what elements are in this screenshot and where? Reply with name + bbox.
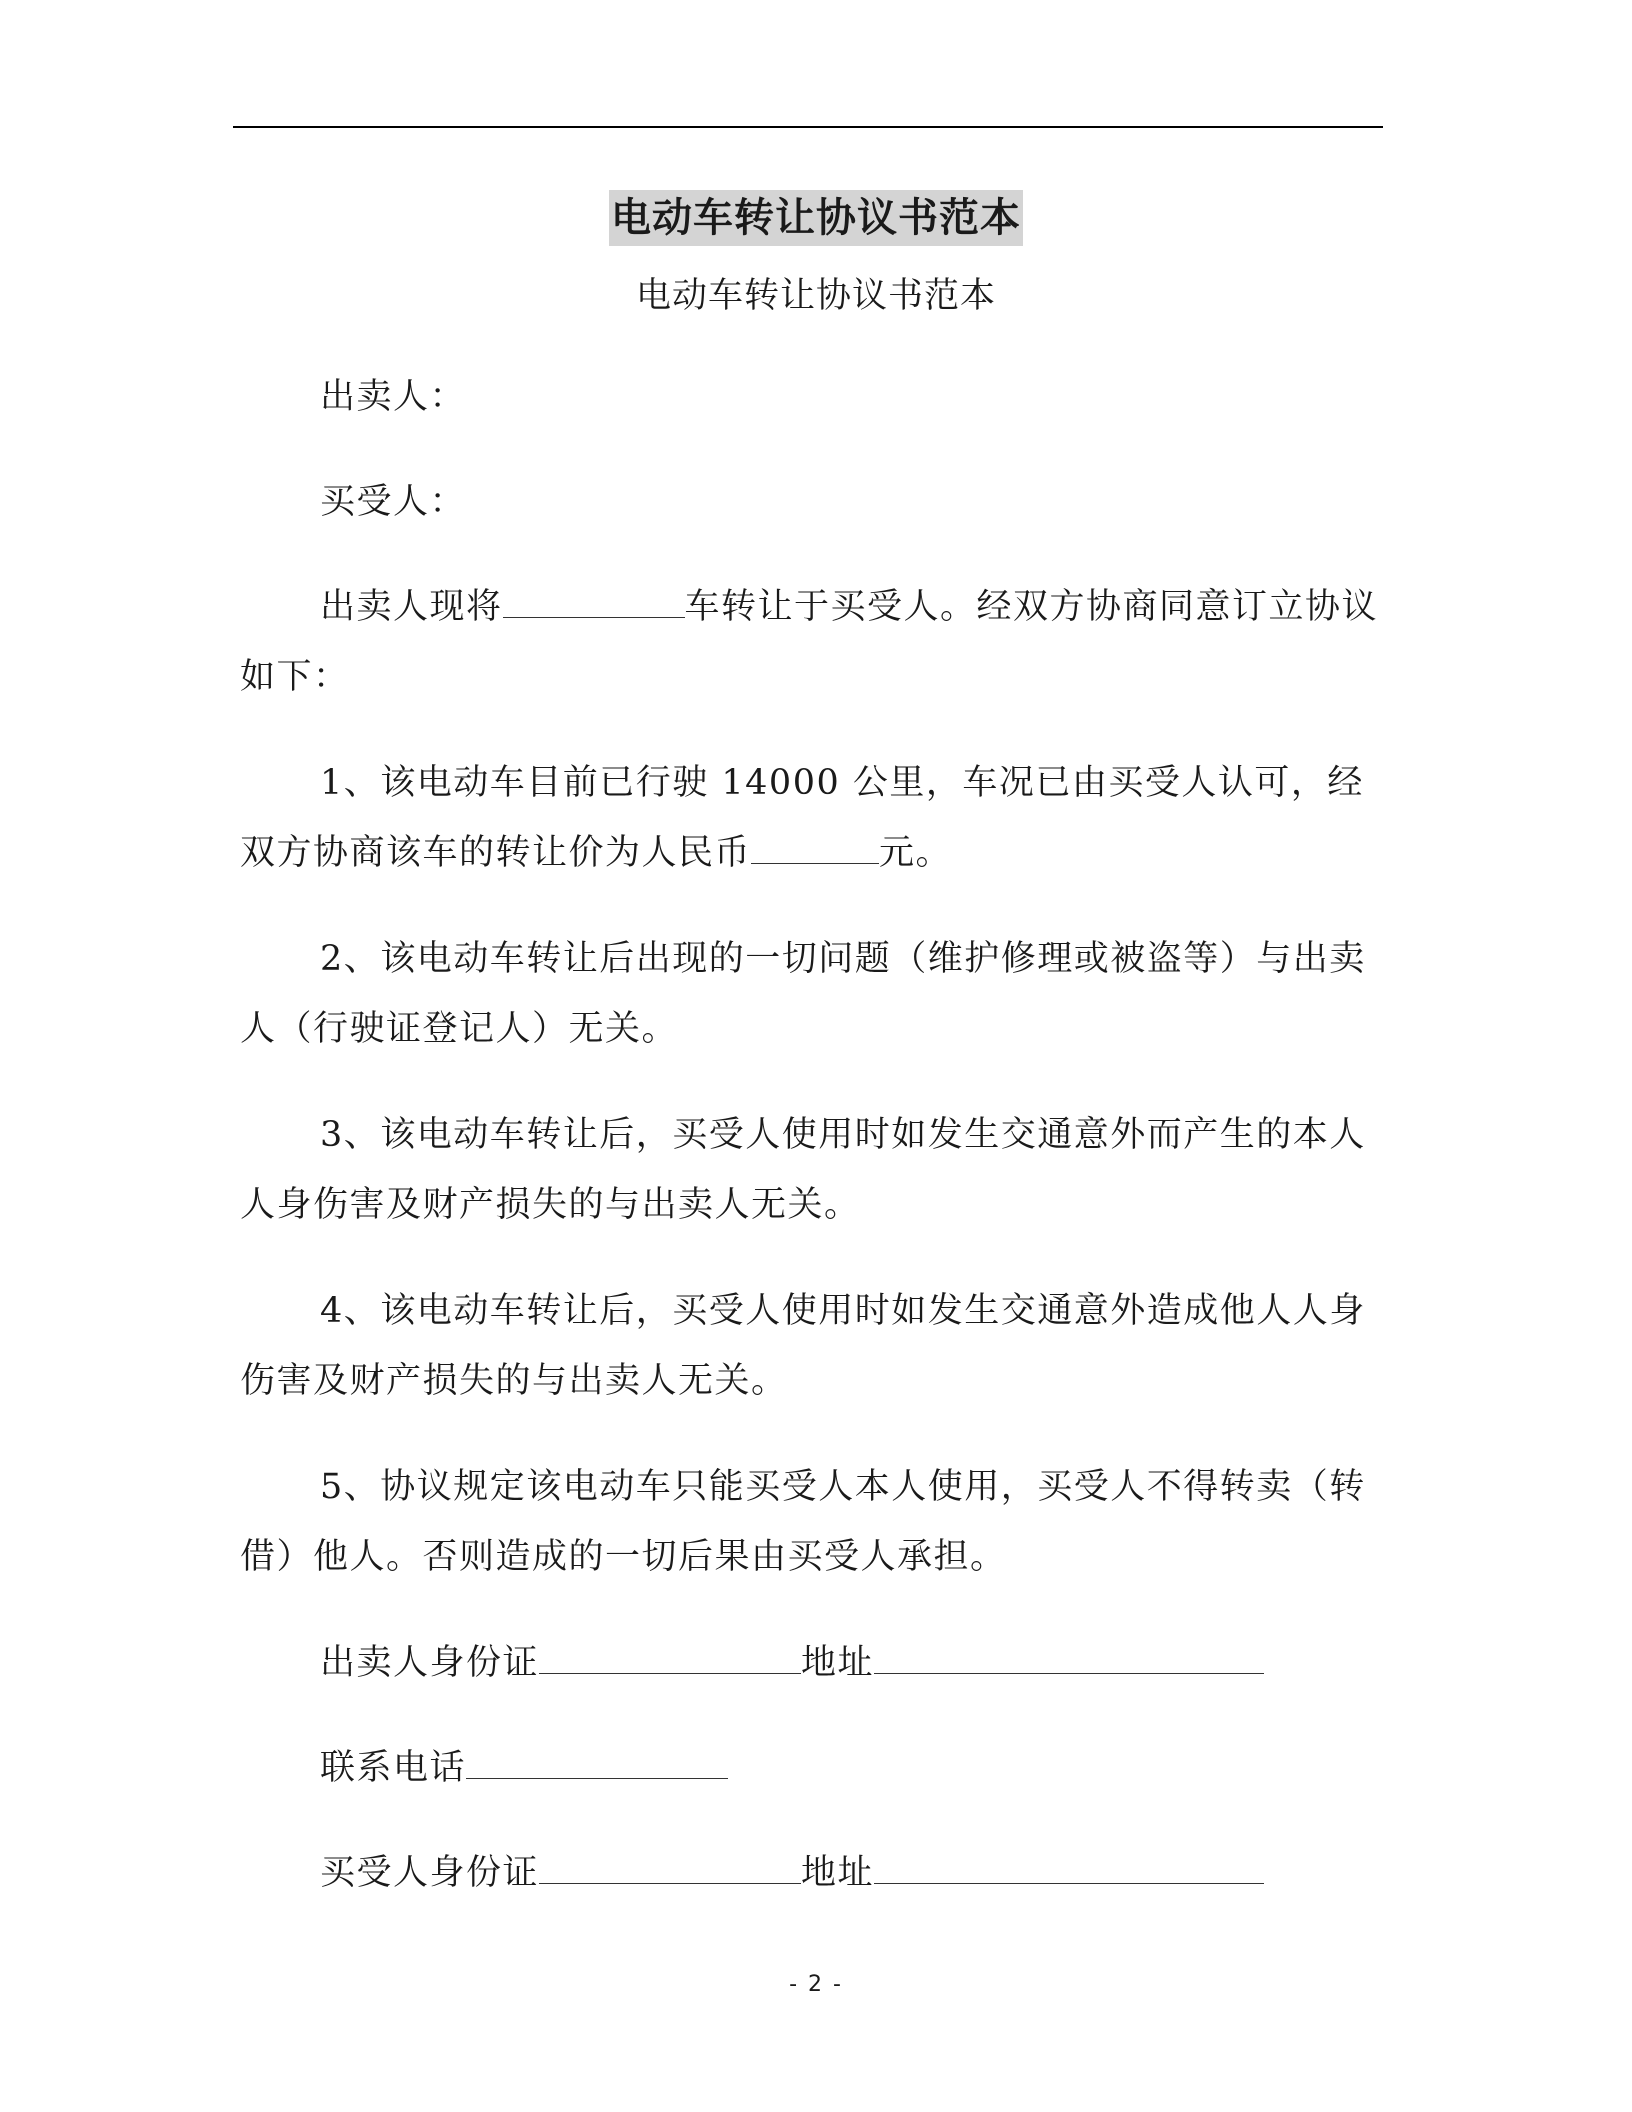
seller-label: 出卖人： bbox=[320, 377, 467, 417]
intro-before: 出卖人现将 bbox=[320, 587, 503, 627]
document-title: 电动车转让协议书范本 bbox=[609, 190, 1023, 246]
seller-line bbox=[240, 362, 1392, 432]
intro-after: 车转让于买受人。经双方协商同意订立协议如下： bbox=[240, 587, 1379, 697]
header-rule bbox=[233, 126, 1383, 128]
title-container bbox=[0, 190, 1632, 246]
clause-1-before: 1、该电动车目前已行驶 14000 公里，车况已由买受人认可，经双方协商该车的转让价为人民币 bbox=[240, 763, 1364, 873]
clause-4: 4、该电动车转让后，买受人使用时如发生交通意外造成他人人身伤害及财产损失的与出卖人无关。 bbox=[240, 1291, 1366, 1401]
seller-address-blank bbox=[874, 1637, 1264, 1674]
phone-line bbox=[240, 1733, 1392, 1803]
clause-5: 5、协议规定该电动车只能买受人本人使用，买受人不得转卖（转借）他人。否则造成的一切后果由买受人承担。 bbox=[240, 1467, 1366, 1577]
clause-1-after: 元。 bbox=[879, 833, 953, 873]
phone-blank bbox=[466, 1742, 728, 1779]
buyer-label: 买受人： bbox=[320, 482, 467, 522]
document-subtitle: 电动车转让协议书范本 bbox=[635, 276, 996, 316]
buyer-address-label: 地址 bbox=[801, 1853, 875, 1893]
clause-3: 3、该电动车转让后，买受人使用时如发生交通意外而产生的本人人身伤害及财产损失的与出卖人无关。 bbox=[240, 1115, 1366, 1225]
buyer-id-label: 买受人身份证 bbox=[320, 1853, 540, 1893]
seller-id-blank bbox=[539, 1637, 801, 1674]
vehicle-blank bbox=[503, 581, 685, 618]
buyer-line bbox=[240, 467, 1392, 537]
seller-id-line bbox=[240, 1628, 1392, 1698]
page-number: - 2 - bbox=[789, 1972, 843, 1997]
phone-label: 联系电话 bbox=[320, 1748, 467, 1788]
clause-1 bbox=[240, 748, 1392, 888]
clause-2: 2、该电动车转让后出现的一切问题（维护修理或被盗等）与出卖人（行驶证登记人）无关。 bbox=[240, 939, 1366, 1049]
buyer-id-line bbox=[240, 1838, 1392, 1908]
price-blank bbox=[751, 827, 879, 864]
buyer-id-blank bbox=[539, 1847, 801, 1884]
intro-paragraph bbox=[240, 572, 1392, 712]
seller-id-label: 出卖人身份证 bbox=[320, 1643, 540, 1683]
buyer-address-blank bbox=[874, 1847, 1264, 1884]
seller-address-label: 地址 bbox=[801, 1643, 875, 1683]
